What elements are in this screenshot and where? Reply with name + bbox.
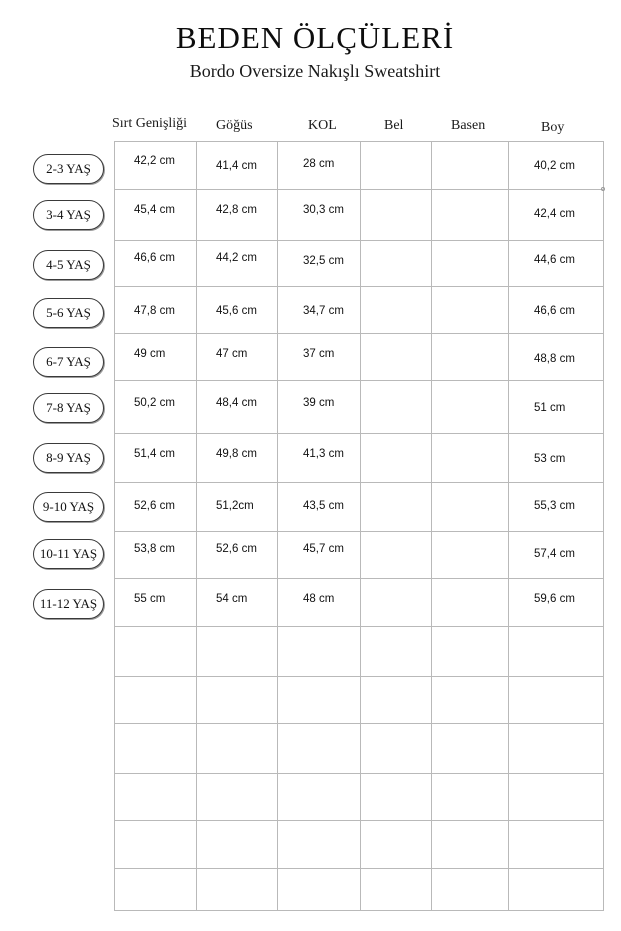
grid-vertical-line — [360, 141, 361, 910]
grid-vertical-line — [431, 141, 432, 910]
table-cell: 57,4 cm — [534, 548, 575, 560]
table-cell: 59,6 cm — [534, 593, 575, 605]
column-header-sirt-genisligi: Sırt Genişliği — [112, 116, 188, 131]
grid-horizontal-line — [114, 868, 604, 869]
table-cell: 45,7 cm — [303, 543, 344, 555]
table-cell: 48 cm — [303, 593, 335, 605]
size-label-pill: 10-11 YAŞ — [33, 539, 104, 569]
size-label-pill: 3-4 YAŞ — [33, 200, 104, 230]
grid-horizontal-line — [114, 240, 604, 241]
table-cell: 46,6 cm — [534, 305, 575, 317]
table-cell: 48,4 cm — [216, 397, 257, 409]
size-label-pill: 5-6 YAŞ — [33, 298, 104, 328]
grid-horizontal-line — [114, 333, 604, 334]
grid-vertical-line — [114, 141, 115, 910]
size-label-pill: 6-7 YAŞ — [33, 347, 104, 377]
grid-horizontal-line — [114, 141, 604, 142]
grid-vertical-line — [508, 141, 509, 910]
table-cell: 53,8 cm — [134, 543, 175, 555]
table-cell: 44,6 cm — [534, 254, 575, 266]
table-cell: 51,2cm — [216, 500, 254, 512]
table-cell: 45,6 cm — [216, 305, 257, 317]
table-cell: 51 cm — [534, 402, 566, 414]
size-label-pill: 11-12 YAŞ — [33, 589, 104, 619]
grid-horizontal-line — [114, 723, 604, 724]
grid-horizontal-line — [114, 578, 604, 579]
grid-horizontal-line — [114, 676, 604, 677]
page-subtitle: Bordo Oversize Nakışlı Sweatshirt — [189, 61, 441, 81]
grid-horizontal-line — [114, 773, 604, 774]
grid-horizontal-line — [114, 626, 604, 627]
table-cell: 39 cm — [303, 397, 335, 409]
table-cell: 40,2 cm — [534, 160, 575, 172]
grid-vertical-line — [196, 141, 197, 910]
column-header-boy: Boy — [541, 120, 565, 135]
grid-horizontal-line — [114, 482, 604, 483]
table-cell: 53 cm — [534, 453, 566, 465]
grid-horizontal-line — [114, 820, 604, 821]
table-cell: 32,5 cm — [303, 255, 344, 267]
table-cell: 51,4 cm — [134, 448, 175, 460]
table-cell: 42,4 cm — [534, 208, 575, 220]
size-label-pill: 9-10 YAŞ — [33, 492, 104, 522]
grid-horizontal-line — [114, 286, 604, 287]
table-cell: 37 cm — [303, 348, 335, 360]
size-label-pill: 2-3 YAŞ — [33, 154, 104, 184]
grid-horizontal-line — [114, 433, 604, 434]
size-label-pill: 7-8 YAŞ — [33, 393, 104, 423]
table-cell: 42,8 cm — [216, 204, 257, 216]
grid-horizontal-line — [114, 531, 604, 532]
grid-horizontal-line — [114, 380, 604, 381]
table-cell: 52,6 cm — [134, 500, 175, 512]
decorative-dot — [601, 187, 605, 191]
table-cell: 44,2 cm — [216, 252, 257, 264]
table-cell: 48,8 cm — [534, 353, 575, 365]
column-header-basen: Basen — [451, 118, 486, 133]
table-cell: 28 cm — [303, 158, 335, 170]
column-header-gogus: Göğüs — [216, 118, 253, 133]
table-cell: 30,3 cm — [303, 204, 344, 216]
size-label-pill: 8-9 YAŞ — [33, 443, 104, 473]
column-header-kol: KOL — [308, 118, 337, 133]
grid-horizontal-line — [114, 910, 604, 911]
page-title: BEDEN ÖLÇÜLERİ — [175, 20, 455, 55]
grid-vertical-line — [277, 141, 278, 910]
table-cell: 49,8 cm — [216, 448, 257, 460]
table-cell: 46,6 cm — [134, 252, 175, 264]
column-header-bel: Bel — [384, 118, 404, 133]
table-cell: 49 cm — [134, 348, 166, 360]
table-cell: 34,7 cm — [303, 305, 344, 317]
table-cell: 41,4 cm — [216, 160, 257, 172]
table-cell: 47 cm — [216, 348, 248, 360]
grid-vertical-line — [603, 141, 604, 910]
table-cell: 50,2 cm — [134, 397, 175, 409]
table-cell: 47,8 cm — [134, 305, 175, 317]
table-cell: 42,2 cm — [134, 155, 175, 167]
table-cell: 55,3 cm — [534, 500, 575, 512]
size-label-pill: 4-5 YAŞ — [33, 250, 104, 280]
table-cell: 52,6 cm — [216, 543, 257, 555]
table-cell: 55 cm — [134, 593, 166, 605]
table-cell: 41,3 cm — [303, 448, 344, 460]
table-cell: 45,4 cm — [134, 204, 175, 216]
grid-horizontal-line — [114, 189, 604, 190]
table-cell: 54 cm — [216, 593, 248, 605]
table-cell: 43,5 cm — [303, 500, 344, 512]
